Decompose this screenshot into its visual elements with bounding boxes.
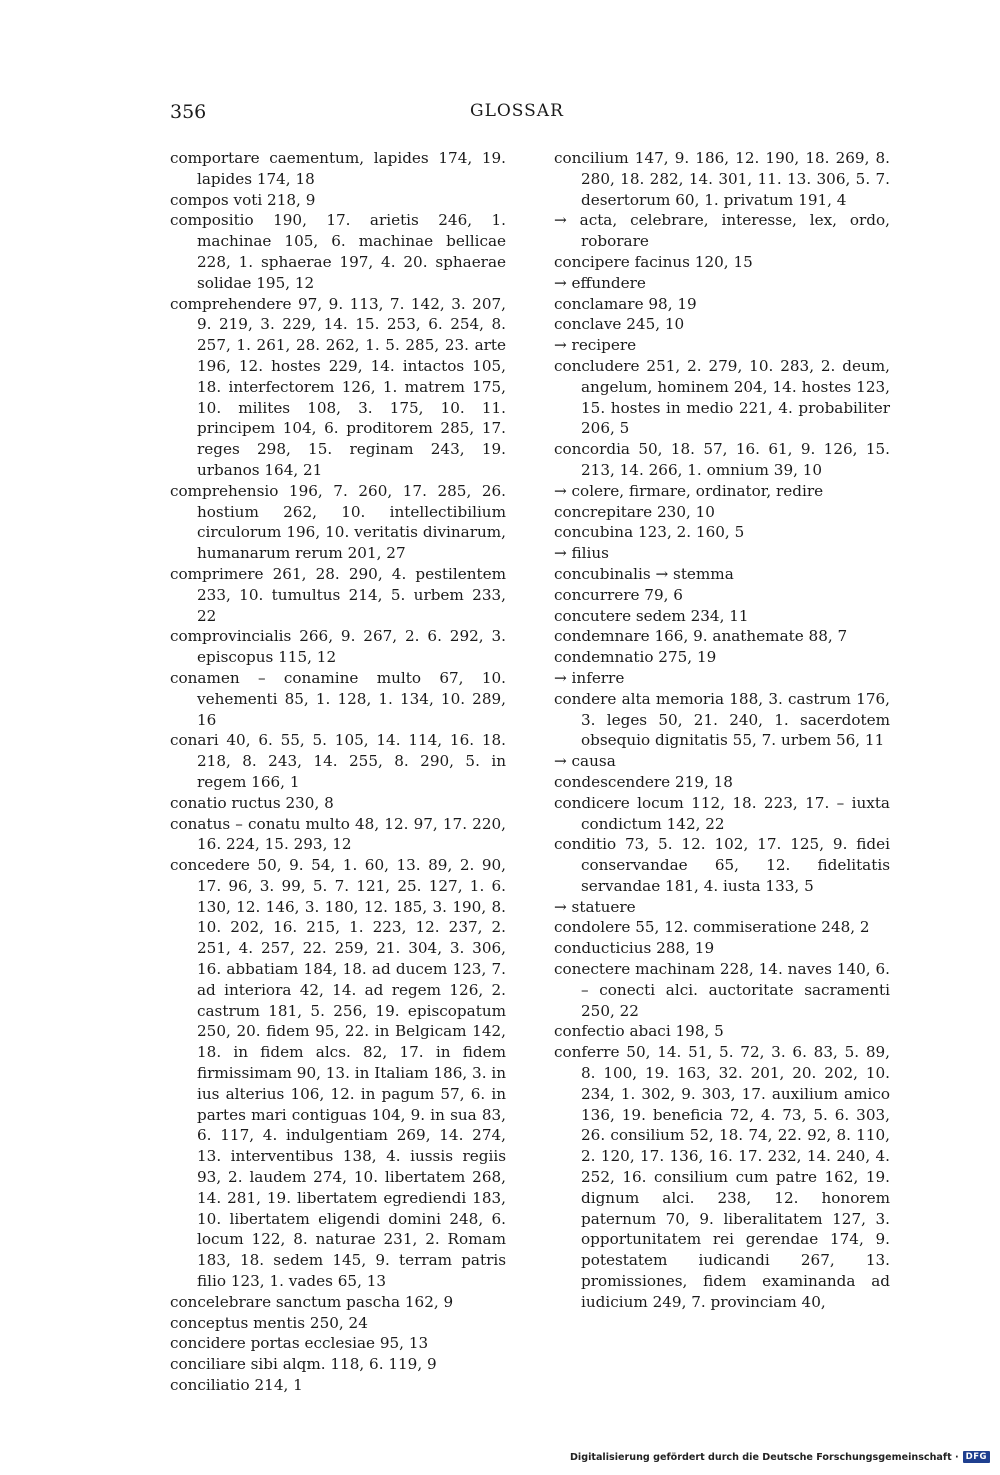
glossary-entry: concurrere 79, 6 [554, 585, 683, 604]
glossary-entry: concordia 50, 18. 57, 16. 61, 9. 126, 15. 213, 14. 266, 1. omnium 39, 10 [554, 440, 890, 479]
glossary-entry: concilium 147, 9. 186, 12. 190, 18. 269, 8. 280, 18. 282, 14. 301, 11. 13. 306, 5. 7. desertorum 60, 1. privatum 191, 4 [554, 149, 890, 209]
glossary-entry: concutere sedem 234, 11 [554, 606, 749, 625]
glossary-entry: concubinalis → stemma [554, 564, 734, 583]
dfg-logo: DFG [963, 1451, 990, 1463]
cross-reference: → recipere [554, 336, 637, 355]
glossary-entry: conatio ructus 230, 8 [170, 793, 334, 812]
glossary-entry: conatus – conatu multo 48, 12. 97, 17. 220, 16. 224, 15. 293, 12 [170, 814, 506, 854]
glossary-entry: comprehendere 97, 9. 113, 7. 142, 3. 207, 9. 219, 3. 229, 14. 15. 253, 6. 254, 8. 257, 1. 261, 28. 262, 1. 5. 285, 23. arte 196, 12. hostes 229, 14. intactos 105, 18. interfectorem 126, 1. matrem 175, 10. milites 108, 3. 175, 10. 11. principem 104, 6. proditorem 285, 17. reges 298, 15. reginam 243, 19. urbanos 164, 21 [170, 294, 506, 479]
glossary-entry: concidere portas ecclesiae 95, 13 [170, 1334, 429, 1353]
glossary-entry: condemnatio 275, 19 [554, 648, 717, 667]
glossary-entry: concelebrare sanctum pascha 162, 9 [170, 1292, 454, 1311]
glossary-entry: conamen – conamine multo 67, 10. vehementi 85, 1. 128, 1. 134, 10. 289, 16 [170, 668, 506, 729]
glossary-entry: comportare caementum, lapides 174, 19. lapides 174, 18 [170, 149, 506, 188]
credit-text: Digitalisierung gefördert durch die Deutsche Forschungsgemeinschaft · [569, 1451, 959, 1463]
glossary-entry: condolere 55, 12. commiseratione 248, 2 [554, 918, 870, 937]
glossary-entry: confectio abaci 198, 5 [554, 1022, 724, 1041]
glossary-entry: conectere machinam 228, 14. naves 140, 6. – conecti alci. auctoritate sacramenti 250, 22 [554, 960, 890, 1020]
cross-reference: → inferre [554, 668, 625, 687]
glossary-entry: concrepitare 230, 10 [554, 502, 715, 521]
cross-reference: → causa [554, 752, 616, 771]
running-head: GLOSSAR [470, 101, 564, 121]
glossary-entry: conclamare 98, 19 [554, 294, 697, 313]
glossary-entry: conciliare sibi alqm. 118, 6. 119, 9 [170, 1355, 437, 1374]
glossary-entry: condescendere 219, 18 [554, 772, 733, 791]
glossary-entry: condere alta memoria 188, 3. castrum 176, 3. leges 50, 21. 240, 1. sacerdotem obsequio dignitatis 55, 7. urbem 56, 11 [554, 689, 890, 750]
page-number: 356 [170, 101, 207, 123]
glossary-entry: concedere 50, 9. 54, 1. 60, 13. 89, 2. 90, 17. 96, 3. 99, 5. 7. 121, 25. 127, 1. 6. 130, 12. 146, 3. 180, 12. 185, 3. 190, 8. 10. 202, 16. 215, 1. 223, 12. 237, 2. 251, 4. 257, 22. 259, 21. 304, 3. 306, 16. abbatiam 184, 18. ad ducem 123, 7. ad interiora 42, 14. ad regem 126, 2. castrum 181, 5. 256, 19. episcopatum 250, 20. fidem 95, 22. in Belgicam 142, 18. in fidem alcs. 82, 17. in fidem firmissimam 90, 13. in Italiam 186, 3. in ius alterius 106, 12. in pagum 57, 6. in partes mari contiguas 104, 9. in sua 83, 6. 117, 4. indulgentiam 269, 14. 274, 13. interventibus 138, 4. iussis regiis 93, 2. laudem 274, 10. libertatem 268, 14. 281, 19. libertatem egrediendi 183, 10. libertatem eligendi domini 248, 6. locum 122, 8. naturae 231, 2. Romam 183, 18. sedem 145, 9. terram patris filio 123, 1. vades 65, 13 [170, 856, 506, 1291]
glossary-entry: conceptus mentis 250, 24 [170, 1313, 368, 1332]
glossary-column-left [170, 148, 506, 1396]
glossary-entry: comprovincialis 266, 9. 267, 2. 6. 292, 3. episcopus 115, 12 [170, 627, 506, 667]
glossary-entry: concubina 123, 2. 160, 5 [554, 523, 745, 542]
glossary-entry: conciliatio 214, 1 [170, 1376, 303, 1395]
glossary-entry: concludere 251, 2. 279, 10. 283, 2. deum, angelum, hominem 204, 14. hostes 123, 15. hostes in medio 221, 4. probabiliter 206, 5 [554, 356, 890, 438]
cross-reference: → effundere [554, 273, 646, 292]
glossary-column-right [554, 148, 890, 1313]
glossary-entry: conditio 73, 5. 12. 102, 17. 125, 9. fidei conservandae 65, 12. fidelitatis servandae 181, 4. iusta 133, 5 [554, 835, 890, 895]
glossary-entry: compos voti 218, 9 [170, 190, 316, 209]
cross-reference: → acta, celebrare, interesse, lex, ordo, roborare [554, 211, 890, 251]
glossary-entry: conducticius 288, 19 [554, 939, 715, 958]
glossary-entry: conclave 245, 10 [554, 315, 685, 334]
glossary-entry: comprehensio 196, 7. 260, 17. 285, 26. hostium 262, 10. intellectibilium circulorum 196, 10. veritatis divinarum, humanarum rerum 201, 27 [170, 481, 506, 563]
cross-reference: → filius [554, 544, 609, 563]
glossary-entry: comprimere 261, 28. 290, 4. pestilentem 233, 10. tumultus 214, 5. urbem 233, 22 [170, 564, 506, 625]
cross-reference: → colere, firmare, ordinator, redire [554, 481, 824, 500]
glossary-entry: concipere facinus 120, 15 [554, 252, 753, 271]
glossary-entry: conferre 50, 14. 51, 5. 72, 3. 6. 83, 5. 89, 8. 100, 19. 163, 32. 201, 20. 202, 10. 234, 1. 302, 9. 303, 17. auxilium amico 136, 19. beneficia 72, 4. 73, 5. 6. 303, 26. consilium 52, 18. 74, 22. 92, 8. 110, 2. 120, 17. 136, 16. 17. 232, 14. 240, 4. 252, 16. consilium cum patre 162, 19. dignum alci. 238, 12. honorem paternum 70, 9. liberalitatem 127, 3. opportunitatem rei gerendae 174, 9. potestatem iudicandi 267, 13. promissiones, fidem examinanda ad iudicium 249, 7. provinciam 40, [554, 1043, 890, 1311]
glossary-entry: condemnare 166, 9. anathemate 88, 7 [554, 627, 848, 646]
glossary-entry: condicere locum 112, 18. 223, 17. – iuxta condictum 142, 22 [554, 793, 890, 833]
glossary-entry: conari 40, 6. 55, 5. 105, 14. 114, 16. 18. 218, 8. 243, 14. 255, 8. 290, 5. in regem 166, 1 [170, 731, 506, 791]
cross-reference: → statuere [554, 897, 636, 916]
digitization-credit [570, 1451, 990, 1463]
glossary-entry: compositio 190, 17. arietis 246, 1. machinae 105, 6. machinae bellicae 228, 1. sphaerae 197, 4. 20. sphaerae solidae 195, 12 [170, 211, 506, 292]
